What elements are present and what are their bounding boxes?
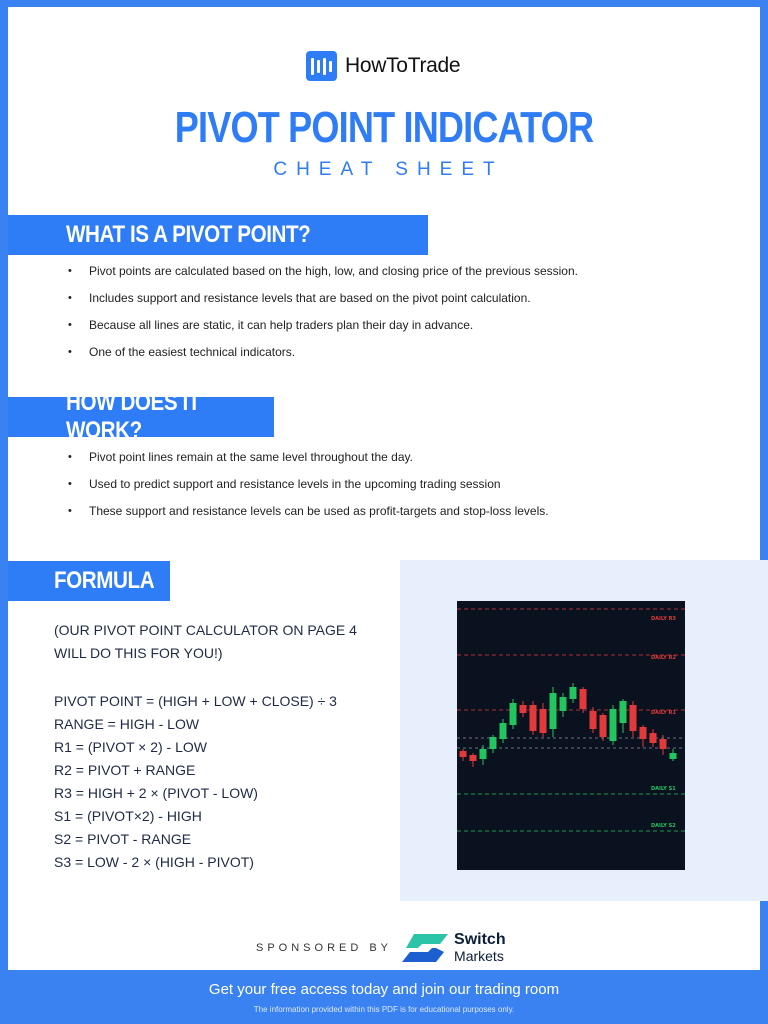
candle-body (560, 697, 567, 711)
candle-body (460, 751, 467, 757)
formula-line: S3 = LOW - 2 × (HIGH - PIVOT) (54, 854, 254, 870)
candle-body (650, 733, 657, 743)
section-heading-formula (8, 561, 170, 601)
sponsor-name-line1: Switch (454, 931, 506, 948)
candle-body (570, 687, 577, 699)
page-title: PIVOT POINT INDICATOR (174, 103, 594, 152)
candle-body (630, 705, 637, 731)
sponsor-label: SPONSORED BY (256, 942, 393, 954)
list-item: • One of the easiest technical indicators. (68, 339, 578, 366)
list-item: • Because all lines are static, it can help traders plan their day in advance. (68, 312, 578, 339)
brand-name: HowToTrade (345, 54, 461, 77)
candle-body (540, 709, 547, 733)
bar-chart-icon (306, 51, 337, 81)
candle-body (670, 753, 677, 759)
formula-note-line: WILL DO THIS FOR YOU!) (54, 645, 223, 661)
switch-markets-logo[interactable] (402, 932, 506, 964)
candle-body (580, 689, 587, 709)
formula-line: RANGE = HIGH - LOW (54, 716, 200, 732)
section-heading-text: FORMULA (54, 567, 155, 594)
candle-body (600, 715, 607, 737)
candle-body (530, 705, 537, 731)
candle-body (510, 703, 517, 725)
list-item: • Used to predict support and resistance levels in the upcoming trading session (68, 471, 549, 498)
label-r3: DAILY R3 (651, 616, 676, 622)
candle-body (610, 709, 617, 741)
pivot-chart-image (457, 601, 685, 870)
candle-body (520, 705, 527, 713)
list-item: • These support and resistance levels can be used as profit-targets and stop-loss levels. (68, 498, 549, 525)
list-item: • Pivot point lines remain at the same level throughout the day. (68, 444, 549, 471)
how-it-works-bullet-list (68, 444, 549, 525)
candle-body (550, 693, 557, 729)
cheat-sheet-page (8, 7, 760, 970)
formula-list (54, 690, 337, 874)
candle-body (590, 711, 597, 729)
formula-line: S2 = PIVOT - RANGE (54, 831, 192, 847)
list-item: • Includes support and resistance levels that are based on the pivot point calculation. (68, 285, 578, 312)
list-item: • Pivot points are calculated based on the high, low, and closing price of the previous session. (68, 258, 578, 285)
footer-disclaimer: The information provided within this PDF is for educational purposes only. (253, 1005, 515, 1014)
formula-line: PIVOT POINT = (HIGH + LOW + CLOSE) ÷ 3 (54, 693, 337, 709)
pivot-chart-svg (457, 601, 685, 870)
candle-body (660, 739, 667, 749)
formula-line: R3 = HIGH + 2 × (PIVOT - LOW) (54, 785, 258, 801)
section-heading-how-it-works (8, 389, 274, 444)
candle-body (480, 749, 487, 759)
label-s1: DAILY S1 (651, 786, 676, 792)
formula-line: S1 = (PIVOT×2) - HIGH (54, 808, 202, 824)
formula-line: R2 = PIVOT + RANGE (54, 762, 196, 778)
switch-s-icon (402, 934, 448, 962)
label-r1: DAILY R1 (651, 710, 676, 716)
candle-body (640, 727, 647, 739)
formula-note-line: (OUR PIVOT POINT CALCULATOR ON PAGE 4 (54, 622, 357, 638)
label-r2: DAILY R2 (651, 655, 676, 661)
howtotrade-logo[interactable] (306, 51, 460, 81)
candle-body (470, 755, 477, 761)
section-heading-what-is (8, 215, 428, 255)
section-heading-text: HOW DOES IT WORK? (66, 389, 201, 444)
page-subtitle: CHEAT SHEET (273, 159, 504, 180)
section-heading-text: WHAT IS A PIVOT POINT? (66, 221, 311, 248)
formula-line: R1 = (PIVOT × 2) - LOW (54, 739, 208, 755)
sponsor-block (256, 932, 506, 964)
formula-note (54, 619, 357, 665)
candle-body (620, 701, 627, 723)
candlesticks (460, 683, 677, 767)
label-s2: DAILY S2 (651, 823, 676, 829)
footer-cta[interactable]: Get your free access today and join our trading room (208, 981, 560, 998)
candle-body (490, 737, 497, 749)
what-is-bullet-list (68, 258, 578, 366)
candle-body (500, 723, 507, 739)
sponsor-name-line2: Markets (454, 948, 504, 964)
